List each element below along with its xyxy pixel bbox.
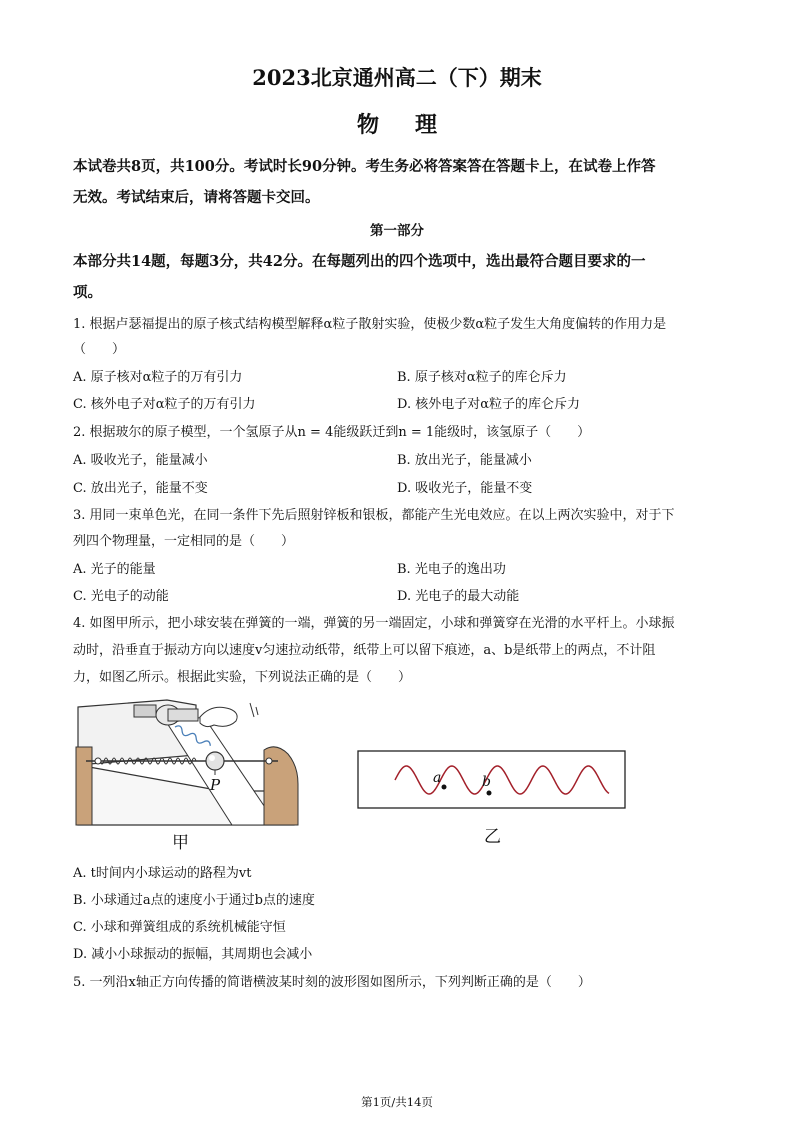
figure-yi-trace [357,750,627,810]
figure-jia-label: 甲 [172,833,189,853]
page-footer: 第1页/共14页 [361,1095,433,1109]
figure-jia-point-p: P [210,776,221,794]
question-2-option-d: D. 吸收光子，能量不变 [397,481,533,496]
question-2-option-a: A. 吸收光子，能量减小 [73,453,208,468]
question-1-option-b: B. 原子核对α粒子的库仑斥力 [397,370,567,385]
question-4-option-c: C. 小球和弹簧组成的系统机械能守恒 [73,920,286,935]
question-4-option-a: A. t时间内小球运动的路程为vt [73,866,252,881]
question-2-option-b: B. 放出光子，能量减小 [397,453,532,468]
figure-yi-point-b: b [482,774,491,790]
question-3-option-d: D. 光电子的最大动能 [397,589,520,604]
figure-yi-point-a: a [433,770,442,786]
question-3-option-c: C. 光电子的动能 [73,589,169,604]
question-4-stem-1: 4. 如图甲所示，把小球安装在弹簧的一端，弹簧的另一端固定，小球和弹簧穿在光滑的水平杆上。小球振 [73,616,675,631]
question-4-option-d: D. 减小小球振动的振幅，其周期也会减小 [73,947,313,962]
section-desc-2: 项。 [73,284,102,301]
question-3-option-a: A. 光子的能量 [73,562,156,577]
figure-yi-label: 乙 [484,827,501,847]
question-3-option-b: B. 光电子的逸出功 [397,562,506,577]
exam-title: 2023北京通州高二（下）期末 [252,65,542,90]
figure-yi-point-a-dot [442,785,447,790]
figure-yi-point-b-dot [487,791,492,796]
instructions-line-2: 无效。考试结束后，请将答题卡交回。 [73,189,320,206]
question-1-option-d: D. 核外电子对α粒子的库仑斥力 [397,397,581,412]
question-5-stem-1: 5. 一列沿x轴正方向传播的简谐横波某时刻的波形图如图所示，下列判断正确的是（ ） [73,975,591,990]
question-2-stem-1: 2. 根据玻尔的原子模型，一个氢原子从n = 4能级跃迁到n = 1能级时，该氢原子（ ） [73,425,591,440]
section-desc-1: 本部分共14题，每题3分，共42分。在每题列出的四个选项中，选出最符合题目要求的一 [73,253,646,270]
question-1-stem-2: （ ） [73,342,126,357]
question-4-stem-3: 力，如图乙所示。根据此实验，下列说法正确的是（ ） [73,670,412,685]
question-4-stem-2: 动时，沿垂直于振动方向以速度v匀速拉动纸带，纸带上可以留下痕迹，a、b是纸带上的两点，不计阻 [73,643,656,658]
question-1-option-a: A. 原子核对α粒子的万有引力 [73,370,243,385]
question-4-option-b: B. 小球通过a点的速度小于通过b点的速度 [73,893,315,908]
question-3-stem-1: 3. 用同一束单色光，在同一条件下先后照射锌板和银板，都能产生光电效应。在以上两次实验中，对于下 [73,508,675,523]
instructions-line-1: 本试卷共8页，共100分。考试时长90分钟。考生务必将答案答在答题卡上，在试卷上作答 [73,158,656,175]
question-3-stem-2: 列四个物理量，一定相同的是（ ） [73,534,295,549]
question-1-stem-1: 1. 根据卢瑟福提出的原子核式结构模型解释α粒子散射实验，使极少数α粒子发生大角度偏转的作用力是 [73,317,667,332]
question-1-option-c: C. 核外电子对α粒子的万有引力 [73,397,256,412]
figure-yi-frame [358,751,625,808]
section-title: 第一部分 [370,223,424,239]
question-2-option-c: C. 放出光子，能量不变 [73,481,208,496]
subject-title: 物理 [356,112,473,138]
figure-jia-apparatus [72,695,312,845]
